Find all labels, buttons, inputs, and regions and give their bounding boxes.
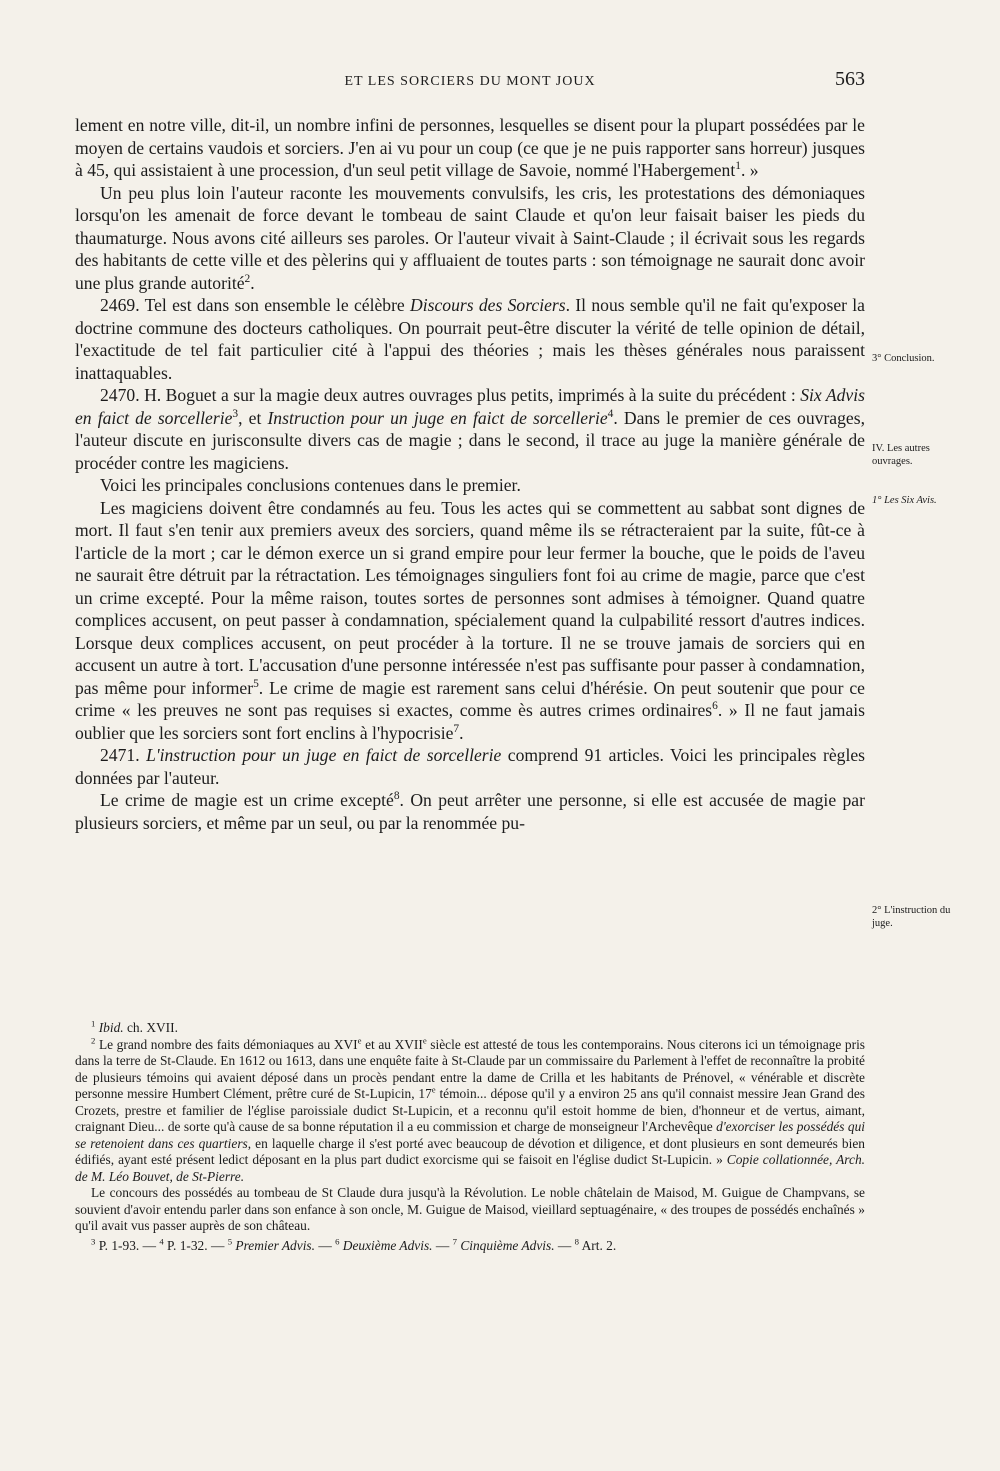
italic-title: Discours des Sorciers (410, 295, 566, 315)
text-run: . (459, 722, 464, 743)
italic-text: d'exorciser les possédés qui se retenoient dans ces quartiers (75, 1119, 865, 1151)
footnote-2 (75, 1037, 865, 1186)
footnote-ref[interactable]: 8 (393, 790, 400, 803)
margin-note-instruction: 2° L'instruction du juge. (872, 905, 951, 929)
text-run: . » (740, 160, 759, 180)
italic-title: Six Advis en faict de sorcellerie (75, 385, 865, 428)
text-run: Le concours des possédés au tombeau de St Claude dura jusqu'à la Révolution. Le noble châtelain de Maisod, M. Guigue de Champvans, se souvient d'avoir entendu parler dans son enfance à son oncle, M. Guigue de Maisod, vieillard septuagénaire, « des troupes de possédés enchaînés » qu'il avait vus passer auprès de son château. (75, 1185, 865, 1233)
footnote-number: 6 (335, 1236, 340, 1247)
text-run: — (314, 1237, 336, 1253)
footnote-number: 7 (452, 1236, 457, 1247)
text-run: Le grand nombre des faits démoniaques au XVI (95, 1036, 358, 1052)
paragraph-2469 (75, 294, 865, 384)
paragraph (75, 114, 865, 182)
footnote-number: 8 (574, 1236, 580, 1247)
italic-title: Instruction pour un juge en faict de sorcellerie (267, 407, 608, 428)
paragraph (75, 474, 865, 497)
text-run: Les magiciens doivent être condamnés au feu. Tous les actes qui se commettent au sabbat sont dignes de mort. Il faut s'en tenir aux premiers aveux des sorciers, quand même ils se rétracteraient par la suite, fût-ce à l'article de la mort ; car le démon exerce un si grand empire pour leur fermer la bouche, que le poids de l'aveu ne saurait être détruit par la rétractation. Les témoignages singuliers font foi au crime de magie, parce que c'est un crime excepté. Pour la même raison, toutes sortes de personnes sont admises à témoigner. Quand quatre complices accusent, on peut passer à condamnation, spécialement quand la culpabilité ressort d'autres indices. Lorsque deux complices accusent, on peut procéder à la torture. Il ne se trouve jamais de sorciers qui en accusent un autre à tort. L'accusation d'une personne intéressée n'est pas suffisante pour passer à condamnation, pas même pour informer (75, 497, 865, 698)
footnote-ref[interactable]: 2 (244, 272, 251, 285)
paragraph (75, 497, 865, 745)
footnote-number: 5 (227, 1236, 233, 1247)
margin-note-six-avis: 1° Les Six Avis. (872, 495, 937, 506)
text-run: 2469. Tel est dans son ensemble le célèbre (100, 295, 411, 315)
text-run: ch. XVII. (123, 1020, 178, 1035)
paragraph (75, 789, 865, 834)
italic-text: Premier Advis. (232, 1237, 315, 1253)
footnote-number: 2 (91, 1035, 96, 1046)
text-run: lement en notre ville, dit-il, un nombre infini de personnes, lesquelles se disent pour la plupart possédées par le moyen de certains vaudois et sorciers. J'en ai vu pour un coup (ce que je ne puis rapporter sans horreur) jusques à 45, qui assistaient à une procession, d'un seul petit village de Savoie, nommé l'Habergement (75, 115, 865, 180)
footnote-ref[interactable]: 1 (735, 160, 741, 173)
superscript: e (431, 1084, 436, 1095)
text-run: et au XVII (361, 1036, 423, 1052)
footnote-2-continued (75, 1185, 865, 1235)
footnote-number: 4 (159, 1236, 164, 1247)
running-title: ET LES SORCIERS DU MONT JOUX (344, 74, 596, 89)
text-run: Un peu plus loin l'auteur raconte les mouvements convulsifs, les cris, les protestations des démoniaques lorsqu'on les amenait de force devant le tombeau de saint Claude et qu'on leur faisait baiser les pieds du thaumaturge. Nous avons cité ailleurs ses paroles. Or l'auteur vivait à Saint-Claude ; il écrivait sous les regards des habitants de cette ville et des pèlerins qui y affluaient de toutes parts : son témoignage ne saurait donc avoir une plus grande autorité (75, 182, 865, 293)
text-run: — (554, 1237, 575, 1253)
text-run: . Dans le premier de ces ouvrages, l'auteur discute en jurisconsulte divers cas de magie ; dans le second, il trace au juge la manière générale de procéder contre les magiciens. (75, 407, 865, 473)
text-run: Voici les principales conclusions contenues dans le premier. (100, 475, 521, 495)
footnote-number: 3 (91, 1236, 96, 1247)
text-run: . Il nous semble qu'il ne fait qu'exposer la doctrine commune des docteurs catholiques. On pourrait peut-être discuter la vérité de telle opinion de détail, l'exactitude de tel fait particulier cité à l'appui des théories ; mais les thèses générales nous paraissent inattaquables. (75, 295, 865, 383)
text-run: Art. 2. (579, 1237, 617, 1253)
text-run: 2470. H. Boguet a sur la magie deux autres ouvrages plus petits, imprimés à la suite du précédent : (100, 385, 801, 405)
main-text (75, 114, 865, 834)
text-run: . (250, 272, 255, 293)
margin-note-conclusion: 3° Conclusion. (872, 353, 935, 364)
text-run: P. 1-93. — (95, 1237, 160, 1253)
italic-text: Ibid. (98, 1020, 124, 1035)
footnote-ref[interactable]: 4 (607, 407, 614, 420)
italic-title: L'instruction pour un juge en faict de sorcellerie (146, 745, 502, 765)
superscript: e (357, 1035, 362, 1046)
text-run: 2471. (100, 745, 147, 765)
text-run: Le crime de magie est un crime excepté (100, 790, 394, 810)
footnotes-3-to-8 (75, 1238, 865, 1255)
footnote-number: 1 (91, 1018, 96, 1029)
footnote-ref[interactable]: 6 (712, 700, 718, 713)
text-run: . Le crime de magie est rarement sans celui d'hérésie. On peut soutenir que pour ce crime « les preuves ne sont pas requises si exactes, comme ès autres crimes ordinaires (75, 677, 865, 720)
footnote-ref[interactable]: 3 (232, 407, 239, 420)
text-run: P. 1-32. — (163, 1237, 228, 1253)
margin-note-other-works: IV. Les autres ouvrages. (872, 443, 930, 467)
footnote-ref[interactable]: 7 (453, 722, 460, 735)
text-run: — (432, 1237, 453, 1253)
footnote-1 (75, 1020, 865, 1037)
text-run: . On peut arrêter une personne, si elle est accusée de magie par plusieurs sorciers, et même par un seul, ou par la renommée pu- (75, 790, 865, 833)
running-head (75, 68, 865, 98)
text-run: comprend 91 articles. Voici les principales règles données par l'auteur. (75, 745, 865, 788)
paragraph-2471 (75, 744, 865, 789)
text-run: , et (238, 407, 268, 428)
text-run: , en laquelle charge il s'est porté avec beaucoup de dévotion et diligence, et dont plusieurs en sont demeurés bien édifiés, ayant esté présent ledict déposant en la plus part dudict exorcisme qui se faisoit en l'église dudict St-Lupicin. » (75, 1135, 865, 1167)
text-run: témoin... dépose qu'il y a environ 25 ans qu'il connaist messire Jean Grand des Crozets, prestre et familier de l'église paroissiale dudict St-Lupicin, et a reconnu qu'il estoit homme de bien, d'honneur et de vertus, aimant, craignant Dieu... de sorte qu'à cause de sa bonne réputation il a eu commission et charge de monseigneur l'Archevêque (75, 1086, 865, 1134)
italic-text: Copie collationnée, Arch. de M. Léo Bouvet, de St-Pierre. (75, 1152, 866, 1184)
footnote-ref[interactable]: 5 (253, 677, 259, 690)
footnotes (75, 1020, 865, 1254)
text-run: siècle est attesté de tous les contemporains. Nous citerons ici un témoignage pris dans la terre de St-Claude. En 1612 ou 1613, dans une enquête faite à St-Claude par un commissaire du Parlement à l'effet de reconnaître la probité de plusieurs témoins qui avaient déposé dans un procès pendant entre la dame de Crilla et les habitants de Prénovel, « vénérable et discrète personne messire Humbert Clément, prêtre curé de St-Lupicin, 17 (75, 1036, 865, 1101)
italic-text: Deuxième Advis. (339, 1237, 433, 1253)
paragraph-2470 (75, 384, 865, 474)
superscript: e (422, 1035, 427, 1046)
paragraph (75, 182, 865, 295)
italic-text: Cinquième Advis. (456, 1237, 555, 1253)
text-run: . » Il ne faut jamais oublier que les sorciers sont fort enclins à l'hypocrisie (75, 700, 865, 743)
page-number: 563 (835, 68, 865, 90)
